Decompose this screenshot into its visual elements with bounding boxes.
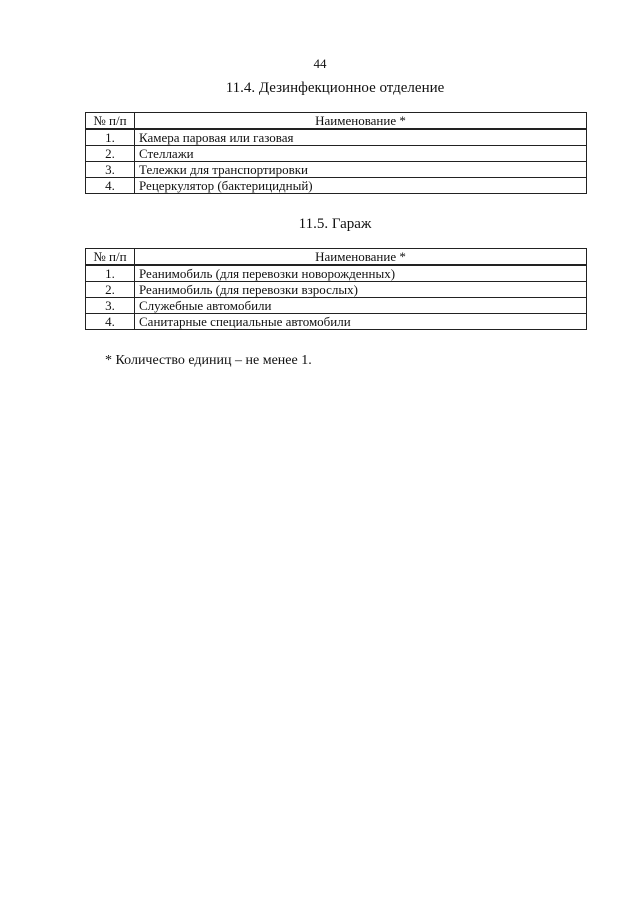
row-number: 2.	[86, 146, 135, 162]
equipment-table-garage	[85, 248, 587, 330]
page-number: 44	[313, 56, 327, 71]
table-row	[86, 129, 587, 146]
table-header-row	[86, 249, 587, 266]
footnote: * Количество единиц – не менее 1.	[105, 353, 312, 368]
equipment-table-disinfection	[85, 112, 587, 194]
row-name: Рецеркулятор (бактерицидный)	[135, 178, 587, 194]
table-row	[86, 162, 587, 178]
column-header-number: № п/п	[86, 113, 135, 130]
row-number: 4.	[86, 178, 135, 194]
table-row	[86, 265, 587, 282]
column-header-name: Наименование *	[135, 113, 587, 130]
row-number: 1.	[86, 265, 135, 282]
row-name: Санитарные специальные автомобили	[135, 314, 587, 330]
row-name: Служебные автомобили	[135, 298, 587, 314]
table-header-row	[86, 113, 587, 130]
table-row	[86, 178, 587, 194]
section-title-disinfection: 11.4. Дезинфекционное отделение	[225, 80, 445, 96]
row-number: 2.	[86, 282, 135, 298]
row-name: Реанимобиль (для перевозки новорожденных)	[135, 265, 587, 282]
row-number: 3.	[86, 298, 135, 314]
table-row	[86, 146, 587, 162]
row-number: 3.	[86, 162, 135, 178]
table-row	[86, 314, 587, 330]
row-number: 4.	[86, 314, 135, 330]
row-name: Камера паровая или газовая	[135, 129, 587, 146]
row-number: 1.	[86, 129, 135, 146]
table-row	[86, 298, 587, 314]
row-name: Стеллажи	[135, 146, 587, 162]
column-header-name: Наименование *	[135, 249, 587, 266]
row-name: Тележки для транспортировки	[135, 162, 587, 178]
row-name: Реанимобиль (для перевозки взрослых)	[135, 282, 587, 298]
section-title-garage: 11.5. Гараж	[298, 216, 372, 232]
column-header-number: № п/п	[86, 249, 135, 266]
table-row	[86, 282, 587, 298]
